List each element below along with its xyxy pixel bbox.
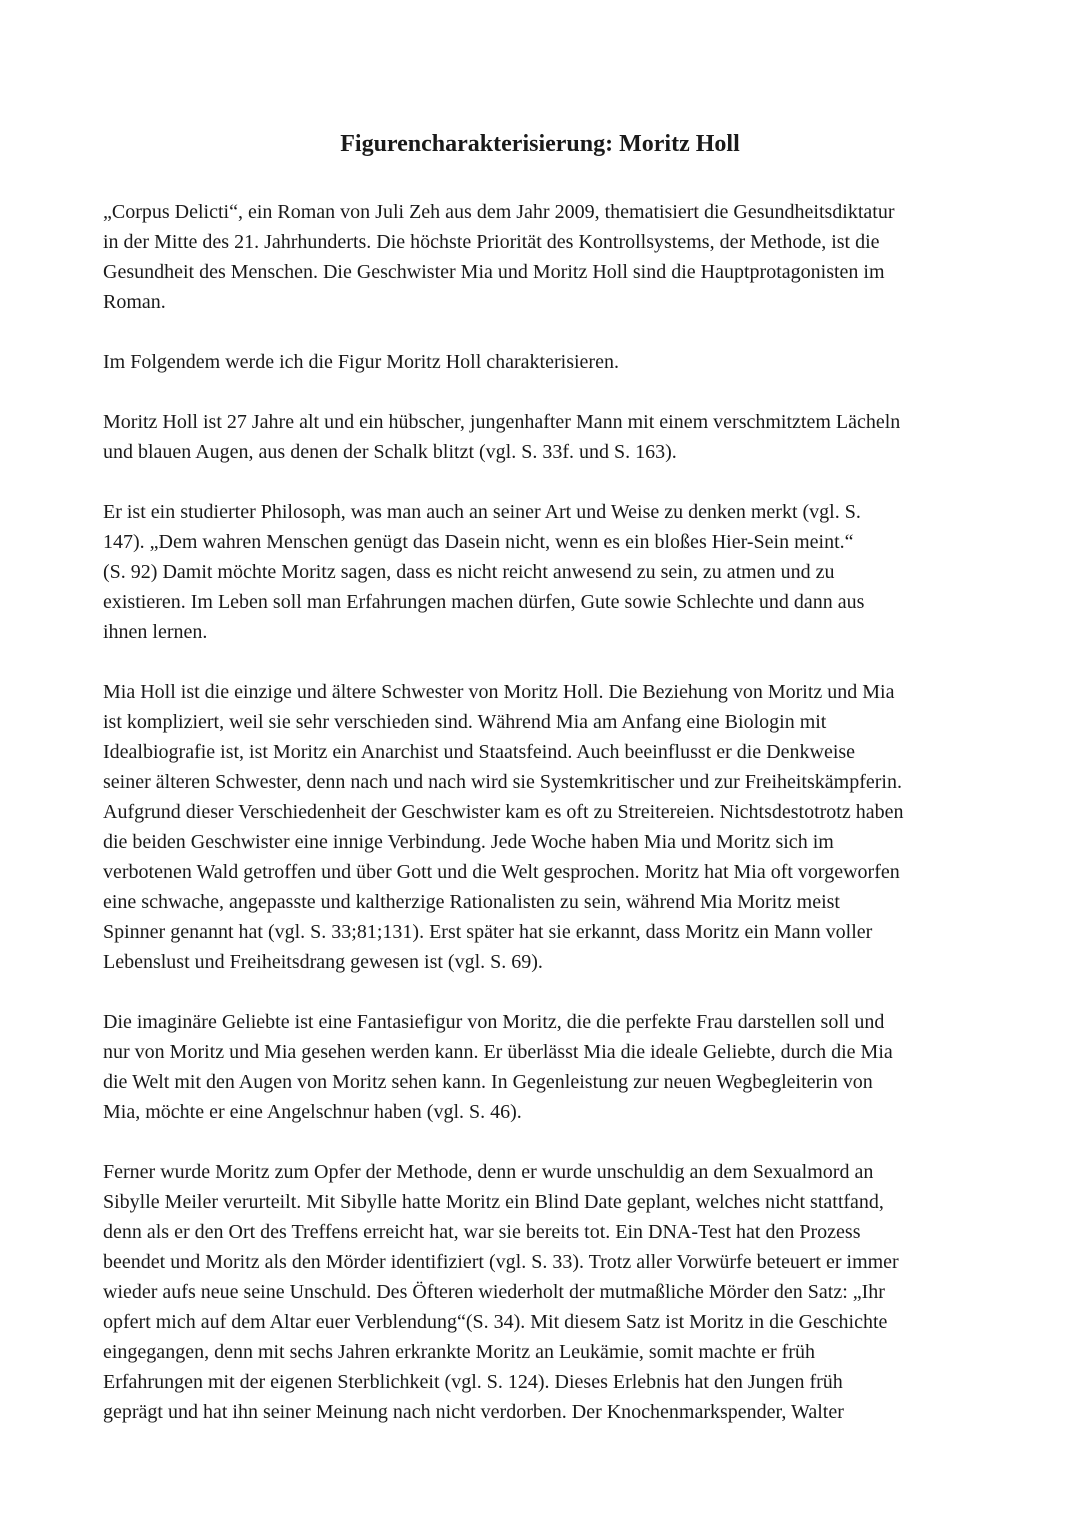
paragraph-sibling-relationship: Mia Holl ist die einzige und ältere Schwester von Moritz Holl. Die Beziehung von Moritz und Mia ist kompliziert, weil sie sehr verschieden sind. Während Mia am Anfang eine Biologin mit Idealbiografie ist, ist Moritz ein Anarchist und Staatsfeind. Auch beeinflusst er die Denkweise seiner älteren Schwester, denn nach und nach wird sie Systemkritischer und zur Freiheitskämpferin. Aufgrund dieser Verschiedenheit der Geschwister kam es oft zu Streitereien. Nichtsdestotrotz haben die beiden Geschwister eine innige Verbindung. Jede Woche haben Mia und Moritz sich im verbotenen Wald getroffen und über Gott und die Welt gesprochen. Moritz hat Mia oft vorgeworfen eine schwache, angepasste und kaltherzige Rationalisten zu sein, während Mia Moritz meist Spinner genannt hat (vgl. S. 33;81;131). Erst später hat sie erkannt, dass Moritz ein Mann voller Lebenslust und Freiheitsdrang gewesen ist (vgl. S. 69).	[103, 681, 904, 973]
paragraph-announcement: Im Folgendem werde ich die Figur Moritz Holl charakterisieren.	[103, 351, 619, 373]
document-body	[103, 197, 983, 1427]
document-title: Figurencharakterisierung: Moritz Holl	[340, 131, 740, 157]
paragraph-imaginary-lover: Die imaginäre Geliebte ist eine Fantasiefigur von Moritz, die die perfekte Frau darstellen soll und nur von Moritz und Mia gesehen werden kann. Er überlässt Mia die ideale Geliebte, durch die Mia die Welt mit den Augen von Moritz sehen kann. In Gegenleistung zur neuen Wegbegleiterin von Mia, möchte er eine Angelschnur haben (vgl. S. 46).	[103, 1011, 893, 1123]
paragraph-philosopher: Er ist ein studierter Philosoph, was man auch an seiner Art und Weise zu denken merkt (vgl. S. 147). „Dem wahren Menschen genügt das Dasein nicht, wenn es ein bloßes Hier-Sein meint.“ (S. 92) Damit möchte Moritz sagen, dass es nicht reicht anwesend zu sein, zu atmen und zu existieren. Im Leben soll man Erfahrungen machen dürfen, Gute sowie Schlechte und dann aus ihnen lernen.	[103, 501, 865, 643]
paragraph-victim-of-method: Ferner wurde Moritz zum Opfer der Methode, denn er wurde unschuldig an dem Sexualmord an Sibylle Meiler verurteilt. Mit Sibylle hatte Moritz ein Blind Date geplant, welches nicht stattfand, denn als er den Ort des Treffens erreicht hat, war sie bereits tot. Ein DNA-Test hat den Prozess beendet und Moritz als den Mörder identifiziert (vgl. S. 33). Trotz aller Vorwürfe beteuert er immer wieder aufs neue seine Unschuld. Des Öfteren wiederholt der mutmaßliche Mörder den Satz: „Ihr opfert mich auf dem Altar euer Verblendung“(S. 34). Mit diesem Satz ist Moritz in die Geschichte eingegangen, denn mit sechs Jahren erkrankte Moritz an Leukämie, somit machte er früh Erfahrungen mit der eigenen Sterblichkeit (vgl. S. 124). Dieses Erlebnis hat den Jungen früh geprägt und hat ihn seiner Meinung nach nicht verdorben. Der Knochenmarkspender, Walter	[103, 1161, 899, 1423]
paragraph-introduction: „Corpus Delicti“, ein Roman von Juli Zeh aus dem Jahr 2009, thematisiert die Gesundheitsdiktatur in der Mitte des 21. Jahrhunderts. Die höchste Priorität des Kontrollsystems, der Methode, ist die Gesundheit des Menschen. Die Geschwister Mia und Moritz Holl sind die Hauptprotagonisten im Roman.	[103, 201, 895, 313]
paragraph-appearance: Moritz Holl ist 27 Jahre alt und ein hübscher, jungenhafter Mann mit einem verschmitztem Lächeln und blauen Augen, aus denen der Schalk blitzt (vgl. S. 33f. und S. 163).	[103, 411, 901, 463]
